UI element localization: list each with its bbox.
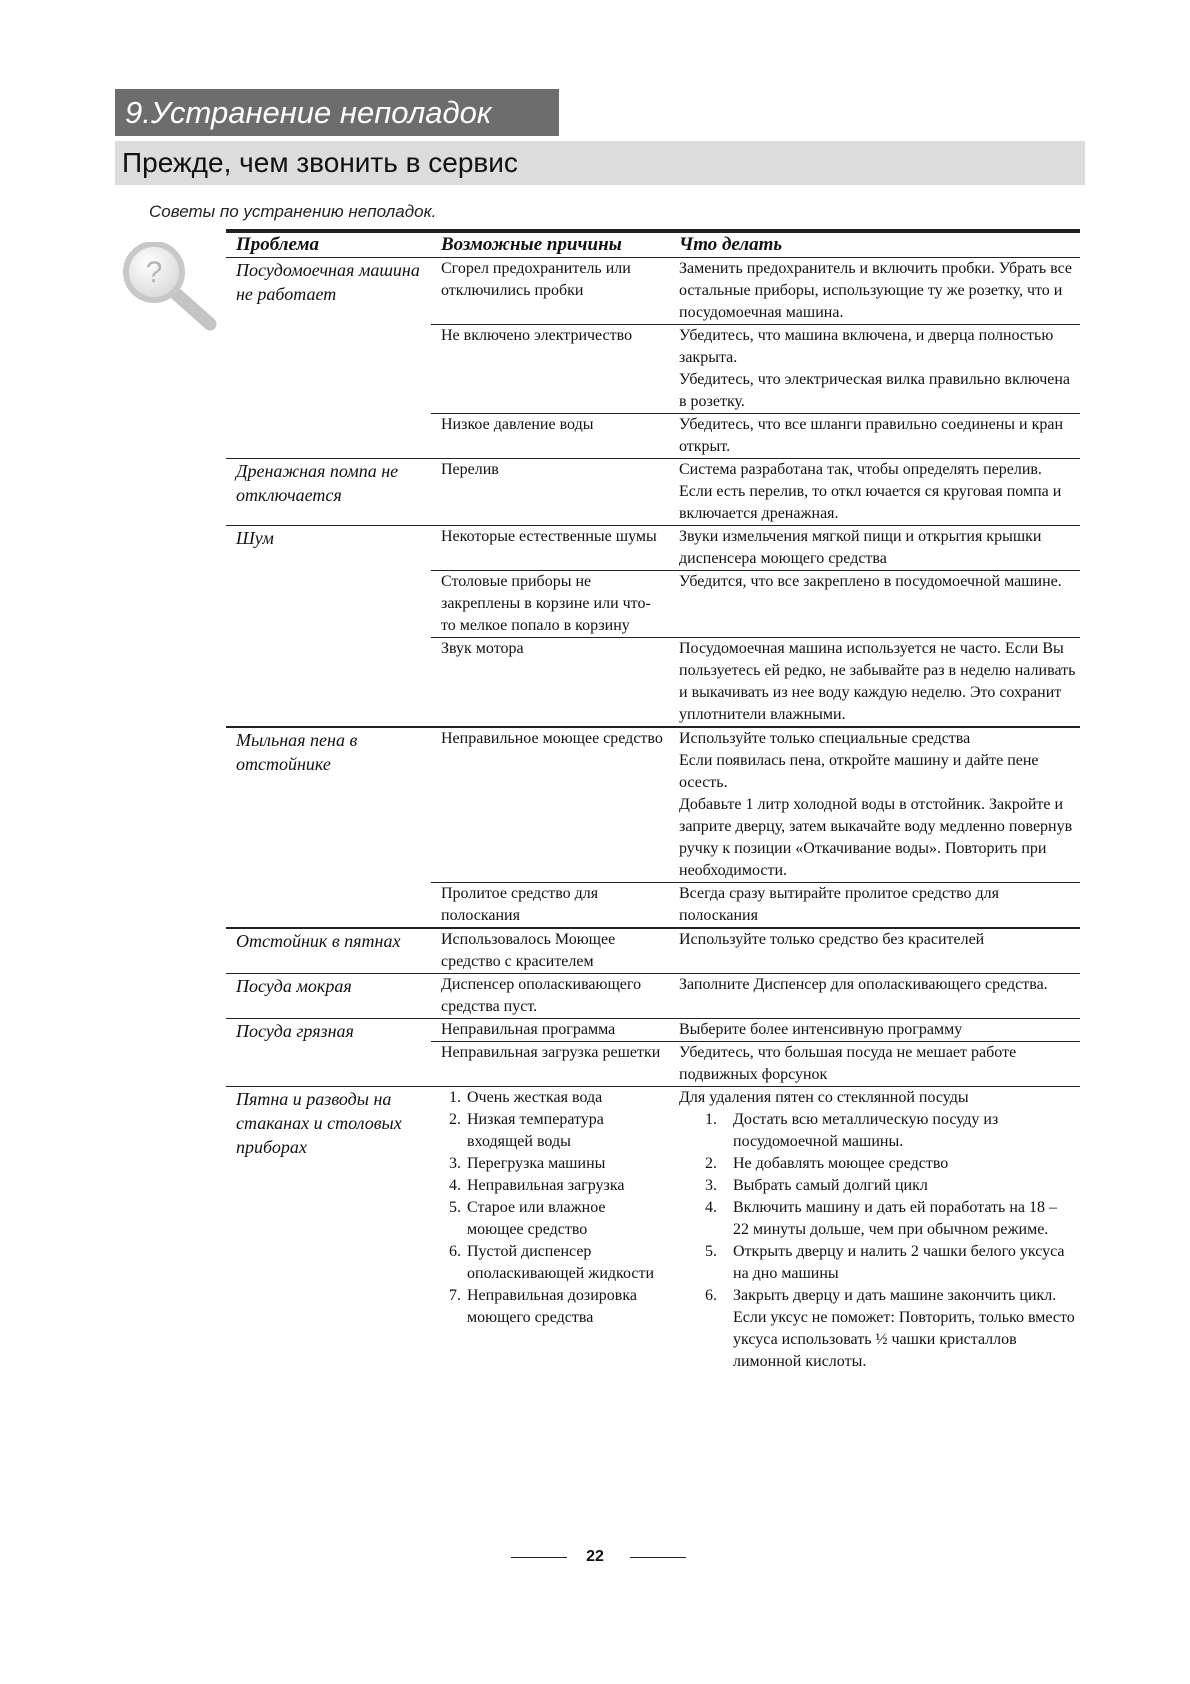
cause-cell: Пролитое средство для полоскания [431, 883, 669, 929]
problem-cell: Посуда грязная [226, 1019, 431, 1087]
action-cell: Убедится, что все закреплено в посудомоечной машине. [669, 571, 1080, 638]
list-item: 5. Старое или влажное моющее средство [465, 1197, 665, 1241]
list-item: 7. Неправильная дозировка моющего средства [465, 1285, 665, 1329]
list-item: 6. Закрыть дверцу и дать машине закончить цикл. Если уксус не поможет: Повторить, только вместо уксуса использовать ½ чашки кристаллов лимонной кислоты. [721, 1285, 1076, 1373]
action-cell: Убедитесь, что большая посуда не мешает работе подвижных форсунок [669, 1042, 1080, 1087]
cause-cell: Не включено электричество [431, 325, 669, 414]
question-mark-glyph: ? [145, 256, 163, 289]
header-problem: Проблема [226, 231, 431, 258]
action-cell: Заменить предохранитель и включить пробки. Убрать все остальные приборы, использующие ту же розетку, что и посудомоечная машина. [679, 260, 1073, 321]
cause-cell: Перелив [431, 459, 669, 526]
cause-cell: Неправильная программа [431, 1019, 669, 1042]
cause-cell: Неправильное моющее средство [431, 727, 669, 883]
action-line: Если появилась пена, откройте машину и дайте пене осесть. [679, 752, 1039, 791]
list-item: 3. Выбрать самый долгий цикл [721, 1175, 1076, 1197]
table-row [226, 258, 1080, 325]
list-item: 3. Перегрузка машины [465, 1153, 665, 1175]
table-row [226, 1087, 1080, 1374]
problem-cell: Посуда мокрая [226, 974, 431, 1019]
cause-cell: Сгорел предохранитель или отключились пробки [441, 260, 631, 299]
action-cell: Выберите более интенсивную программу [669, 1019, 1080, 1042]
list-item: 6. Пустой диспенсер ополаскивающей жидкости [465, 1241, 665, 1285]
causes-list [441, 1087, 665, 1329]
problem-cell: Посудомоечная машина не работает [236, 260, 420, 304]
page-subtitle: Прежде, чем звонить в сервис [115, 141, 1085, 185]
problem-cell: Мыльная пена в отстойнике [226, 727, 431, 928]
action-cell: Используйте только средство без красителей [669, 928, 1080, 974]
cause-cell: Столовые приборы не закреплены в корзине или что-то мелкое попало в корзину [431, 571, 669, 638]
action-cell [669, 325, 1080, 414]
table-row [226, 928, 1080, 974]
action-cell [669, 1087, 1080, 1374]
action-cell: Заполните Диспенсер для ополаскивающего средства. [669, 974, 1080, 1019]
action-cell [669, 727, 1080, 883]
page-number: 22 [586, 1548, 604, 1565]
list-item: 2. Низкая температура входящей воды [465, 1109, 665, 1153]
action-cell: Убедитесь, что все шланги правильно соединены и кран открыт. [669, 414, 1080, 459]
action-cell: Система разработана так, чтобы определять перелив. Если есть перелив, то откл ючается ся круговая помпа и включается дренажная. [669, 459, 1080, 526]
action-cell: Звуки измельчения мягкой пищи и открытия крышки диспенсера моющего средства [669, 526, 1080, 571]
cause-cell: Диспенсер ополаскивающего средства пуст. [431, 974, 669, 1019]
table-row [226, 526, 1080, 571]
tips-caption: Советы по устранению неполадок. [149, 202, 437, 221]
problem-cell: Пятна и разводы на стаканах и столовых приборах [226, 1087, 431, 1374]
problem-cell: Дренажная помпа не отключается [226, 459, 431, 526]
cause-cell: Некоторые естественные шумы [431, 526, 669, 571]
table-row [226, 974, 1080, 1019]
list-item: 5. Открыть дверцу и налить 2 чашки белого уксуса на дно машины [721, 1241, 1076, 1285]
magnifier-question-icon [118, 242, 228, 342]
action-cell: Всегда сразу вытирайте пролитое средство для полоскания [669, 883, 1080, 929]
cause-cell [431, 1087, 669, 1374]
table-row [226, 1019, 1080, 1042]
table-row [226, 727, 1080, 883]
action-intro: Для удаления пятен со стеклянной посуды [679, 1089, 969, 1106]
problem-cell: Отстойник в пятнах [226, 928, 431, 974]
cause-cell: Низкое давление воды [431, 414, 669, 459]
action-line: Убедитесь, что машина включена, и дверца полностью закрыта. [679, 327, 1054, 366]
list-item: 1. Очень жесткая вода [465, 1087, 665, 1109]
action-line: Добавьте 1 литр холодной воды в отстойник. Закройте и заприте дверцу, затем выкачайте воду медленно повернув ручку к позиции «Откачивание воды». Повторить при необходимости. [679, 796, 1073, 879]
table-header-row [226, 231, 1080, 258]
cause-cell: Неправильная загрузка решетки [431, 1042, 669, 1087]
troubleshooting-table [226, 229, 1080, 1373]
cause-cell: Использовалось Моющее средство с красителем [431, 928, 669, 974]
header-action: Что делать [669, 231, 1080, 258]
section-title: 9.Устранение неполадок [115, 89, 559, 136]
list-item: 2. Не добавлять моющее средство [721, 1153, 1076, 1175]
cause-cell: Звук мотора [431, 638, 669, 728]
page-number-rule-right [630, 1557, 686, 1558]
steps-list [679, 1109, 1076, 1373]
action-line: Убедитесь, что электрическая вилка правильно включена в розетку. [679, 371, 1071, 410]
action-cell: Посудомоечная машина используется не часто. Если Вы пользуетесь ей редко, не забывайте раз в неделю наливать и выкачивать из нее воду каждую неделю. Это сохранит уплотнители влажными. [669, 638, 1080, 728]
table-row [226, 459, 1080, 526]
action-line: Используйте только специальные средства [679, 730, 971, 747]
list-item: 4. Включить машину и дать ей поработать на 18 – 22 минуты дольше, чем при обычном режиме. [721, 1197, 1076, 1241]
list-item: 1. Достать всю металлическую посуду из посудомоечной машины. [721, 1109, 1076, 1153]
list-item: 4. Неправильная загрузка [465, 1175, 665, 1197]
problem-cell: Шум [226, 526, 431, 728]
header-causes: Возможные причины [431, 231, 669, 258]
